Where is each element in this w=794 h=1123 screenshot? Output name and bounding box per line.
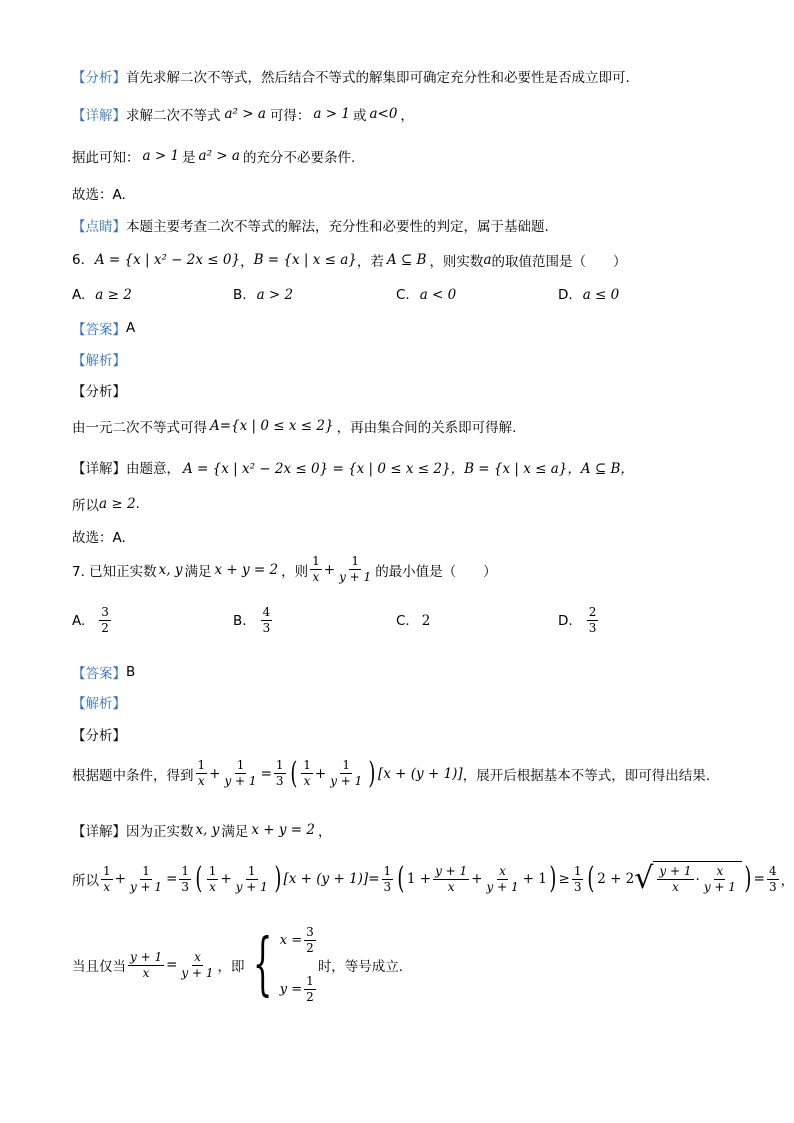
analysis-end: ，再由集合间的关系即可得解. (336, 420, 517, 436)
q7-choice-c (396, 613, 430, 629)
detail-cond-lead: 满足 (221, 824, 249, 840)
denominator: 3 (262, 621, 271, 635)
stem-end: 的取值范围是（ ） (491, 254, 627, 270)
detail-lead: 由题意， (126, 461, 180, 477)
fraction (222, 758, 258, 789)
q7-jiexi (72, 692, 126, 712)
jiexi-tag: 【解析】 (72, 353, 126, 369)
numerator: 4 (768, 863, 777, 878)
q6-choice-b (233, 287, 293, 303)
choice-expr: a > 2 (256, 287, 294, 303)
numerator: 1 (236, 758, 245, 772)
q6-stem: 6. A = {x | x² − 2x ≤ 0} ， B = {x | x ≤ a} ，若 A ⊆ B ，则实数 a 的取值范围是（ ） (72, 252, 627, 270)
stem-rest: ，则实数 (429, 254, 484, 270)
fraction: $\frac{y + 1}{x}$ (130, 949, 163, 980)
q6-detail (72, 457, 634, 477)
q5-comment (72, 215, 549, 235)
q6-choice-c (396, 287, 456, 303)
q7-analysis: 根据题中条件，得到 $\frac{1}{x}$ + $\frac{1}{y + 1}$ = $\frac{1}{3}$ ( $\frac{1}{x}$ + $\frac{1}{y + 1}$ ) [x + (y + 1)] ，展开后根据基本不等式，即可得出结果. (72, 755, 710, 791)
answer-tag: 【答案】 (72, 666, 126, 682)
fraction: $\frac{x}{y + 1}$ (703, 864, 736, 894)
question-number: 6. (72, 252, 85, 268)
numerator: 4 (262, 605, 271, 619)
fraction (196, 758, 208, 789)
detail-tag: 【详解】 (72, 824, 126, 840)
numerator: 1 (351, 554, 359, 568)
fraction: $\frac{1}{3}$ (181, 863, 190, 894)
analysis-tag: 【分析】 (72, 70, 126, 86)
q6-jiexi (72, 349, 126, 369)
choice-expr: a ≤ 0 (582, 287, 620, 303)
fraction (99, 605, 111, 636)
q5-choose (72, 183, 126, 203)
system-row-y (280, 974, 318, 1005)
so-expr: a ≥ 2 (99, 496, 136, 512)
analysis-lead: 根据题中条件，得到 (72, 767, 194, 784)
analysis-tag: 【分析】 (72, 384, 126, 400)
denominator: 2 (306, 941, 314, 955)
subset-expr: A ⊆ B (386, 252, 427, 268)
choice-key: B. (233, 612, 247, 629)
fraction: $\frac{y + 1}{x}$ (659, 864, 692, 894)
analysis-tag: 【分析】 (72, 728, 126, 744)
choice-key: D. (558, 287, 573, 303)
detail-cond: x + y = 2 (251, 822, 315, 838)
q7-answer (72, 662, 135, 682)
fraction (301, 758, 313, 789)
fraction: $\frac{y + 1}{x}$ (435, 863, 468, 894)
so-lead: 所以 (72, 873, 99, 889)
so-end: . (135, 496, 140, 512)
jiexi-tag: 【解析】 (72, 696, 126, 712)
comment-text: 本题主要考查二次不等式的解法，充分性和必要性的判定，属于基础题. (126, 219, 549, 235)
q7-stem: 7. 已知正实数 x, y 满足 x + y = 2 ，则 $\frac{1}{x}$ + $\frac{1}{y + 1}$ 的最小值是（ ） (72, 554, 497, 584)
fraction: $\frac{1}{3}$ (383, 863, 392, 894)
numerator: 1 (306, 974, 314, 988)
stem-end: 的最小值是（ ） (375, 563, 497, 580)
eq-lead: 当且仅当 (72, 959, 126, 975)
analysis-lead: 由一元二次不等式可得 (72, 420, 207, 436)
denominator: x (312, 570, 320, 584)
denominator: y + 1 (339, 570, 372, 584)
eq-x-label: x = (279, 933, 303, 948)
two-plus: 2 + 2 (597, 871, 635, 887)
denominator: 2 (306, 990, 314, 1004)
denominator: 3 (768, 879, 777, 894)
detail-lead: 因为正实数 (126, 824, 194, 840)
choose-text: 故选：A. (72, 530, 126, 546)
eq-ji: ，即 (217, 959, 245, 975)
numerator: 1 (197, 758, 206, 772)
q6-analysis (72, 416, 516, 436)
stem-cond-lead: 满足 (184, 563, 212, 580)
fraction: $\frac{x}{y + 1}$ (486, 863, 519, 894)
analysis-text: 首先求解二次不等式，然后结合不等式的解集即可确定充分性和必要性是否成立即可. (126, 70, 630, 86)
choice-expr: a < 0 (419, 287, 457, 303)
denominator: 3 (588, 621, 597, 635)
detail-lead: 求解二次不等式 (126, 108, 221, 124)
q6-choose (72, 526, 126, 546)
detail-expr: A = {x | x² − 2x ≤ 0} = {x | 0 ≤ x ≤ 2}，B = {x | x ≤ a}，A ⊆ B， (183, 461, 634, 477)
detail-mid: 可得： (269, 108, 311, 124)
detail-tag: 【详解】 (72, 108, 126, 124)
q6-choice-d (558, 287, 619, 303)
numerator: 1 (312, 554, 320, 568)
so-lead: 所以 (72, 498, 99, 514)
one-plus: 1 + (406, 871, 432, 887)
known-end: 的充分不必要条件. (242, 150, 356, 166)
q6-analysis-heading (72, 380, 126, 400)
equation-system (280, 925, 318, 1005)
known-e2: a² > a (198, 148, 240, 164)
choice-key: C. (396, 613, 410, 629)
eq-end: 时，等号成立. (317, 959, 404, 975)
q7-analysis-heading (72, 724, 126, 744)
eq-y-label: y = (279, 982, 303, 997)
denominator: y + 1 (330, 774, 363, 788)
numerator: 2 (588, 605, 597, 619)
denominator: y + 1 (224, 774, 257, 788)
q7-choice-d (558, 605, 600, 636)
detail-end: ， (317, 824, 332, 840)
fraction (304, 974, 316, 1005)
fraction (310, 554, 322, 585)
choice-key: C. (396, 287, 410, 303)
fraction: $\frac{x}{y + 1}$ (181, 949, 214, 980)
q7-detail (72, 820, 331, 840)
q7-equality: 当且仅当 $\frac{y + 1}{x}$ = $\frac{x}{y + 1}$ ，即 { x = $\frac{3}{2}$ y = $\frac{1}{2}$ 时，等号成立. (72, 925, 404, 1004)
q7-choice-a (72, 605, 113, 636)
set-a-def: A = {x | x² − 2x ≤ 0} (94, 252, 241, 268)
numerator: 1 (342, 758, 351, 772)
analysis-expr: A={x | 0 ≤ x ≤ 2} (210, 418, 334, 434)
numerator: 3 (101, 605, 109, 619)
q6-so (72, 494, 140, 514)
choice-key: A. (72, 612, 86, 629)
choice-key: D. (558, 612, 573, 629)
left-brace: { (252, 925, 272, 1004)
fraction: $\frac{1}{3}$ (573, 863, 582, 894)
comment-tag: 【点睛】 (72, 219, 126, 235)
detail-tag: 【详解】 (72, 461, 126, 477)
numerator: 1 (303, 758, 311, 772)
set-b-def: B = {x | x ≤ a} (253, 252, 357, 268)
answer-value: A (126, 320, 136, 336)
fraction (328, 758, 364, 789)
fraction: $\frac{1}{y + 1}$ (235, 863, 268, 894)
choose-text: 故选：A. (72, 187, 126, 203)
fraction (261, 605, 273, 636)
answer-value: B (126, 664, 136, 680)
denominator: x (197, 774, 205, 788)
choice-key: B. (233, 287, 247, 303)
result-fraction (767, 864, 779, 895)
choice-value: 2 (421, 613, 431, 629)
stem-then: ，则 (281, 563, 309, 580)
q6-answer (72, 318, 135, 338)
fraction: $\frac{1}{x}$ (103, 863, 111, 894)
fraction: $\frac{1}{x}$ (208, 863, 217, 894)
denominator: 2 (101, 621, 109, 635)
detail-or: 或 (352, 108, 367, 124)
q7-choice-b (233, 605, 274, 636)
choice-expr: a ≥ 2 (95, 287, 132, 303)
system-row-x (280, 925, 318, 956)
known-is: 是 (182, 150, 196, 166)
detail-end: ， (400, 108, 414, 124)
fraction (304, 925, 316, 956)
q5-analysis (72, 66, 630, 86)
q7-so: 所以 $\frac{1}{x}$ + $\frac{1}{y + 1}$ = $\frac{1}{3}$ ( $\frac{1}{x}$ + $\frac{1}{y + 1}$ ) [x + (y + 1)] = $\frac{1}{3}$ ( 1 + $\frac{y + 1}{x}$ + $\frac{x}{y + 1}$ + 1 ) ≥ $\frac{1}{3}$ ( 2 + 2 √ $\frac{y + 1}{x}$ · $\frac{x}{y + 1}$ ) = $\frac{4}{3}$ ， (72, 861, 794, 896)
stem-if: ，若 (356, 254, 384, 270)
detail-sol2: a<0 (369, 106, 398, 122)
stem-cond: x + y = 2 (214, 561, 279, 578)
stem-var: a (483, 252, 492, 268)
analysis-end: ，展开后根据基本不等式，即可得出结果. (462, 767, 710, 784)
plus-one: + 1 (522, 871, 547, 887)
known-lead: 据此可知： (72, 150, 140, 166)
q6-choice-a (72, 287, 132, 303)
fraction: $\frac{1}{3}$ (275, 758, 284, 788)
known-e1: a > 1 (142, 148, 180, 164)
answer-tag: 【答案】 (72, 322, 126, 338)
denominator: x (303, 774, 311, 788)
stem-vars: x, y (158, 561, 183, 578)
bracket-expr: [x + (y + 1)] (378, 765, 463, 782)
fraction: $\frac{1}{y + 1}$ (129, 863, 163, 894)
fraction (337, 554, 373, 585)
detail-expr: a² > a (224, 106, 266, 122)
detail-vars: x, y (195, 822, 220, 838)
numerator: 3 (306, 925, 314, 939)
q5-known (72, 146, 355, 166)
stem-lead: 7. 已知正实数 (72, 563, 157, 580)
q5-detail (72, 104, 414, 124)
choice-key: A. (72, 287, 86, 303)
fraction (587, 605, 599, 636)
detail-sol1: a > 1 (313, 106, 350, 122)
square-root: √ $\frac{y + 1}{x}$ · $\frac{x}{y + 1}$ (634, 861, 742, 897)
